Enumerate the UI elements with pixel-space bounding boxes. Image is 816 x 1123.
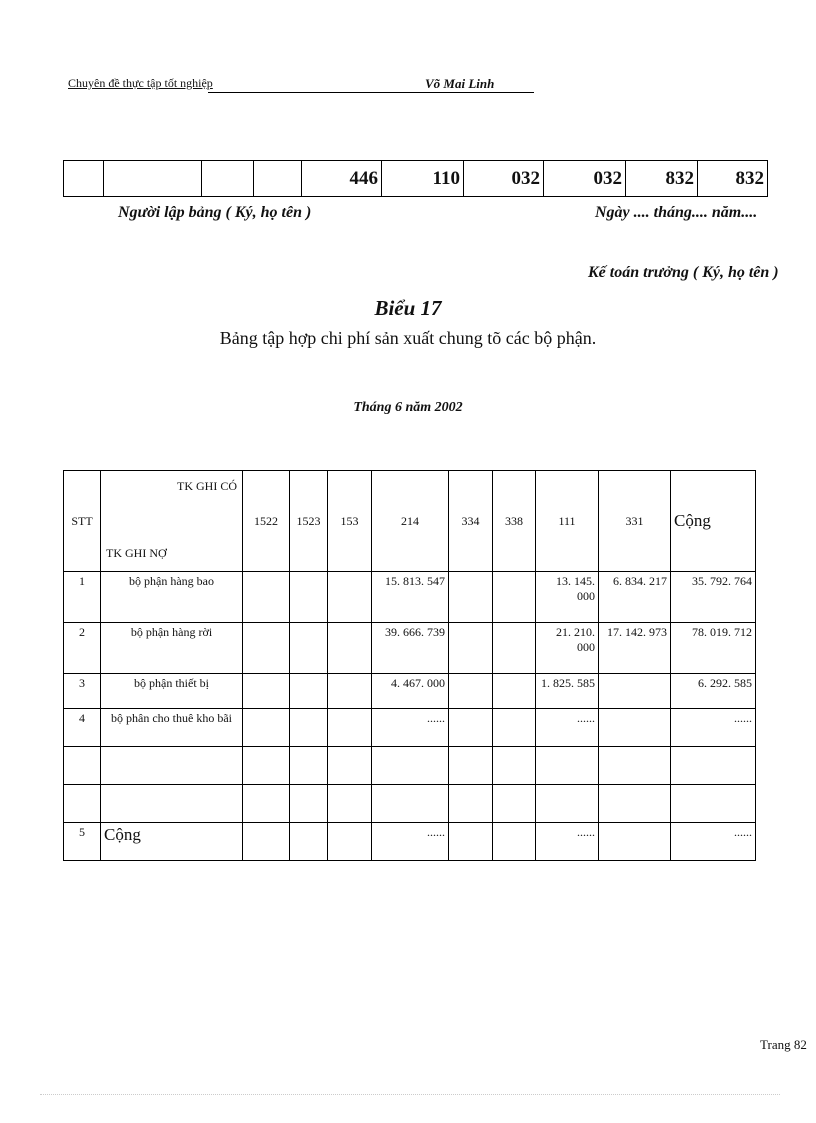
header-account: 1522 (243, 471, 290, 572)
form-period: Tháng 6 năm 2002 (353, 400, 463, 415)
cell-214: ...... (372, 709, 449, 747)
preparer-signature: Người lập bảng ( Ký, họ tên ) (118, 204, 312, 221)
header-debit: TK GHI NỢ (106, 546, 167, 560)
row-stt: 5 (64, 823, 101, 861)
table-row (64, 623, 756, 674)
header-stt: STT (64, 471, 101, 572)
totals-cell (104, 161, 202, 197)
header-author: Võ Mai Linh (425, 76, 495, 91)
row-name: bộ phận hàng rời (101, 623, 243, 674)
cell-334 (449, 709, 493, 747)
cell-331 (599, 823, 671, 861)
cell-331 (599, 709, 671, 747)
totals-cell: 110 (382, 161, 464, 197)
header-corner (101, 471, 243, 572)
header-rule (208, 92, 534, 93)
table-header-row (64, 471, 756, 572)
totals-cell: 032 (544, 161, 626, 197)
cell-153 (328, 572, 372, 623)
row-stt: 1 (64, 572, 101, 623)
header-account: 334 (449, 471, 493, 572)
row-name (101, 785, 243, 823)
table-row (64, 785, 756, 823)
row-stt (64, 785, 101, 823)
table-row (64, 747, 756, 785)
cell-total (671, 785, 756, 823)
cell-338 (493, 709, 536, 747)
cell-111: 1. 825. 585 (536, 674, 599, 709)
totals-cell: 032 (464, 161, 544, 197)
cell-1522 (243, 747, 290, 785)
cell-331 (599, 785, 671, 823)
cell-338 (493, 572, 536, 623)
row-name: bộ phận thiết bị (101, 674, 243, 709)
totals-cell (202, 161, 254, 197)
date-line: Ngày .... tháng.... năm.... (595, 204, 758, 221)
cell-331 (599, 674, 671, 709)
cell-334 (449, 785, 493, 823)
cost-table (63, 470, 756, 861)
cell-214: 4. 467. 000 (372, 674, 449, 709)
cell-1523 (290, 823, 328, 861)
table-row (64, 572, 756, 623)
cell-153 (328, 623, 372, 674)
cell-153 (328, 785, 372, 823)
header-account: 153 (328, 471, 372, 572)
cell-214 (372, 747, 449, 785)
chief-accountant-signature: Kế toán trưởng ( Ký, họ tên ) (588, 264, 779, 281)
cell-1522 (243, 674, 290, 709)
row-stt: 3 (64, 674, 101, 709)
cell-338 (493, 747, 536, 785)
header-total: Cộng (671, 471, 756, 572)
cell-111: ...... (536, 709, 599, 747)
totals-cell: 832 (626, 161, 698, 197)
header-account: 214 (372, 471, 449, 572)
cell-total: 6. 292. 585 (671, 674, 756, 709)
cell-331: 17. 142. 973 (599, 623, 671, 674)
cell-214: 15. 813. 547 (372, 572, 449, 623)
row-stt: 2 (64, 623, 101, 674)
cell-1522 (243, 785, 290, 823)
cell-334 (449, 674, 493, 709)
cell-total: ...... (671, 709, 756, 747)
header-title: Chuyên đề thực tập tốt nghiệp (68, 76, 213, 90)
totals-cell: 832 (698, 161, 768, 197)
cell-total: ...... (671, 823, 756, 861)
cell-153 (328, 674, 372, 709)
cell-111: 13. 145. 000 (536, 572, 599, 623)
cell-331: 6. 834. 217 (599, 572, 671, 623)
cell-338 (493, 785, 536, 823)
cell-total: 78. 019. 712 (671, 623, 756, 674)
cell-1523 (290, 572, 328, 623)
table-row (64, 709, 756, 747)
cell-111 (536, 747, 599, 785)
table-row (64, 674, 756, 709)
cell-111: 21. 210. 000 (536, 623, 599, 674)
cell-214 (372, 785, 449, 823)
header-credit: TK GHI CÓ (177, 479, 237, 493)
row-name: bộ phận hàng bao (101, 572, 243, 623)
form-subtitle: Bảng tập hợp chi phí sản xuất chung tõ các bộ phận. (219, 328, 597, 348)
header-account: 111 (536, 471, 599, 572)
cell-334 (449, 572, 493, 623)
cell-1523 (290, 747, 328, 785)
cell-1523 (290, 709, 328, 747)
row-name: bộ phân cho thuê kho bãi (101, 709, 243, 747)
row-name: Cộng (101, 823, 243, 861)
cell-338 (493, 823, 536, 861)
page-number: Trang 82 (760, 1037, 807, 1052)
cell-1523 (290, 674, 328, 709)
header-account: 338 (493, 471, 536, 572)
cell-total: 35. 792. 764 (671, 572, 756, 623)
cell-total (671, 747, 756, 785)
cell-111: ...... (536, 823, 599, 861)
form-title: Biểu 17 (374, 296, 442, 320)
cell-1522 (243, 623, 290, 674)
cell-334 (449, 823, 493, 861)
cell-1523 (290, 623, 328, 674)
header-account: 1523 (290, 471, 328, 572)
cell-334 (449, 623, 493, 674)
row-name (101, 747, 243, 785)
totals-cell (254, 161, 302, 197)
cell-153 (328, 709, 372, 747)
cell-1522 (243, 823, 290, 861)
cell-214: 39. 666. 739 (372, 623, 449, 674)
cell-1523 (290, 785, 328, 823)
footer-divider (40, 1094, 780, 1095)
cell-153 (328, 747, 372, 785)
cell-338 (493, 674, 536, 709)
totals-cell: 446 (302, 161, 382, 197)
totals-cell (64, 161, 104, 197)
totals-strip (63, 160, 768, 197)
cell-1522 (243, 572, 290, 623)
cell-111 (536, 785, 599, 823)
cell-331 (599, 747, 671, 785)
cell-214: ...... (372, 823, 449, 861)
header-account: 331 (599, 471, 671, 572)
cell-334 (449, 747, 493, 785)
cell-153 (328, 823, 372, 861)
row-stt (64, 747, 101, 785)
row-stt: 4 (64, 709, 101, 747)
table-row-total (64, 823, 756, 861)
cell-1522 (243, 709, 290, 747)
cell-338 (493, 623, 536, 674)
